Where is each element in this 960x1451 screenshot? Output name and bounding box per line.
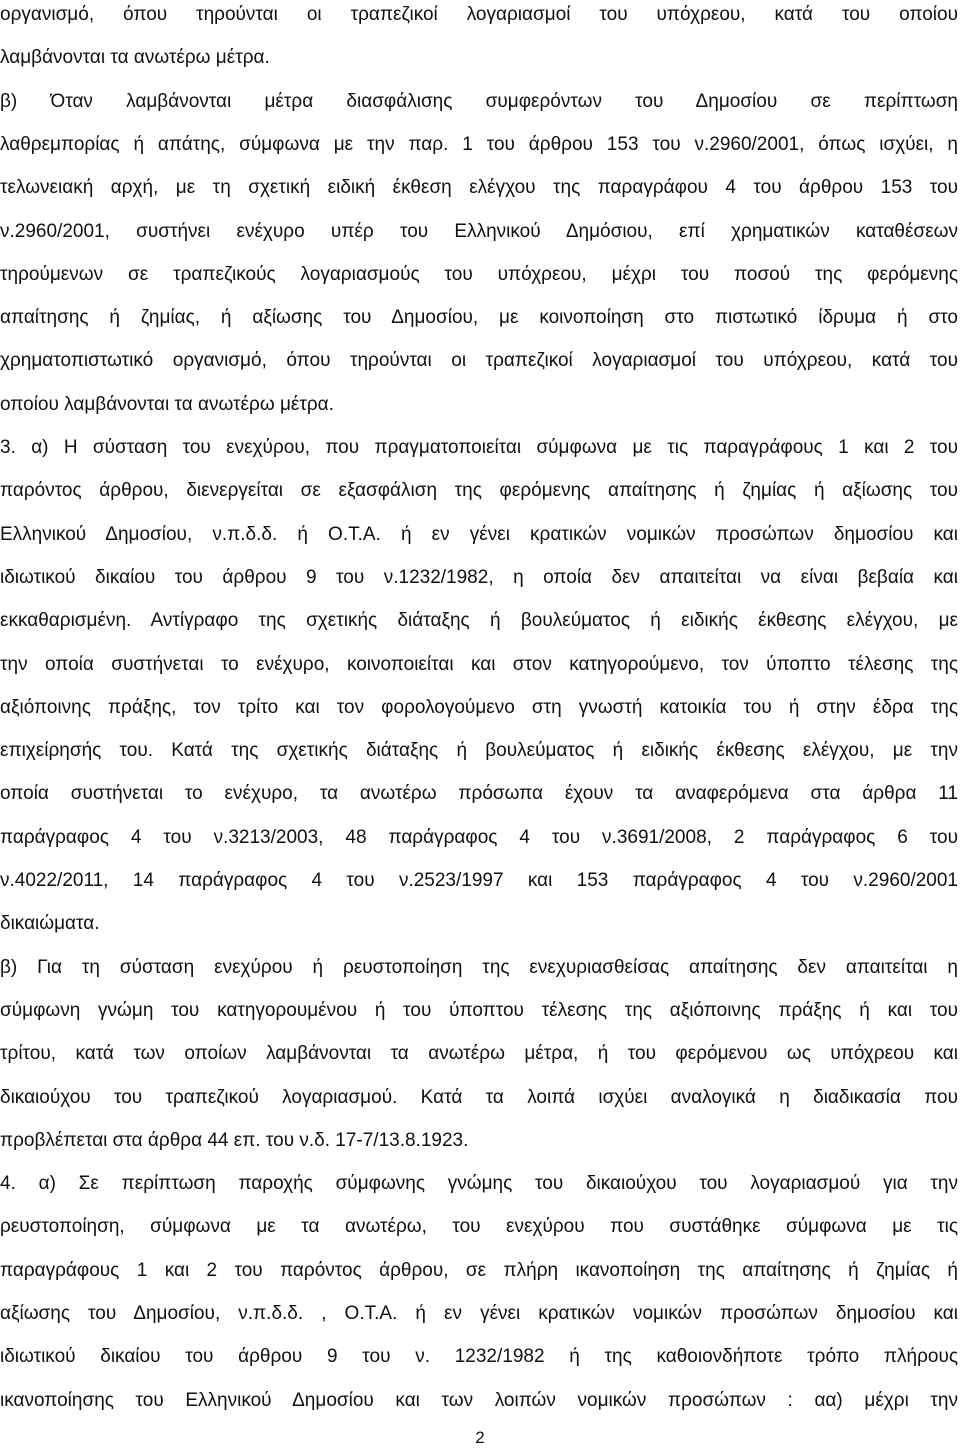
text-line: απαίτησης ή ζημίας, ή αξίωσης του Δημοσίου, με κοινοποίηση στο πιστωτικό ίδρυμα ή στο (0, 307, 958, 329)
text-line: ρευστοποίηση, σύμφωνα με τα ανωτέρω, του ενεχύρου που συστάθηκε σύμφωνα με τις (0, 1216, 958, 1238)
text-line: οργανισμό, όπου τηρούνται οι τραπεζικοί λογαριασμοί του υπόχρεου, κατά του οποίου (0, 4, 958, 25)
text-line: οποίου λαμβάνονται τα ανωτέρω μέτρα. (0, 393, 334, 415)
text-line: αξιόποινης πράξης, τον τρίτο και τον φορολογούμενο στη γνωστή κατοικία του ή στην έδρα της (0, 696, 958, 718)
text-line: ιδιωτικού δικαίου του άρθρου 9 του ν.1232/1982, η οποία δεν απαιτείται να είναι βεβαία και (0, 566, 958, 588)
text-line: επιχείρησής του. Κατά της σχετικής διάταξης ή βουλεύματος ή ειδικής έκθεσης ελέγχου, με την (0, 740, 958, 762)
text-line: ν.4022/2011, 14 παράγραφος 4 του ν.2523/1997 και 153 παράγραφος 4 του ν.2960/2001 (0, 870, 958, 891)
text-line: 4. α) Σε περίπτωση παροχής σύμφωνης γνώμης του δικαιούχου του λογαριασμού για την (0, 1173, 958, 1195)
text-line: σύμφωνη γνώμη του κατηγορουμένου ή του ύποπτου τέλεσης της αξιόποινης πράξης ή και του (0, 999, 958, 1021)
text-line: δικαιούχου του τραπεζικού λογαριασμού. Κατά τα λοιπά ισχύει αναλογικά η διαδικασία που (0, 1086, 958, 1108)
text-line: τηρούμενων σε τραπεζικούς λογαριασμούς του υπόχρεου, μέχρι του ποσού της φερόμενης (0, 263, 958, 285)
text-line: τελωνειακή αρχή, με τη σχετική ειδική έκθεση ελέγχου της παραγράφου 4 του άρθρου 153 του (0, 177, 958, 199)
text-line: εκκαθαρισμένη. Αντίγραφο της σχετικής διάταξης ή βουλεύματος ή ειδικής έκθεσης ελέγχου, με (0, 610, 958, 632)
text-line: ν.2960/2001, συστήνει ενέχυρο υπέρ του Ελληνικού Δημόσιου, επί χρηματικών καταθέσεων (0, 220, 958, 242)
text-line: λαθρεμπορίας ή απάτης, σύμφωνα με την παρ. 1 του άρθρου 153 του ν.2960/2001, όπως ισχύει, η (0, 133, 958, 155)
text-line: παραγράφους 1 και 2 του παρόντος άρθρου, σε πλήρη ικανοποίηση της απαίτησης ή ζημίας ή (0, 1259, 958, 1281)
text-line: β) Όταν λαμβάνονται μέτρα διασφάλισης συμφερόντων του Δημοσίου σε περίπτωση (0, 90, 958, 112)
text-line: β) Για τη σύσταση ενεχύρου ή ρευστοποίηση της ενεχυριασθείσας απαίτησης δεν απαιτείται η (0, 956, 958, 978)
page-number: 2 (475, 1428, 485, 1447)
text-line: αξίωσης του Δημοσίου, ν.π.δ.δ. , Ο.Τ.Α. ή εν γένει κρατικών νομικών προσώπων δημοσίου και (0, 1303, 958, 1324)
text-line: δικαιώματα. (0, 913, 100, 935)
text-line: παρόντος άρθρου, διενεργείται σε εξασφάλιση της φερόμενης απαίτησης ή ζημίας ή αξίωσης του (0, 480, 958, 502)
text-line: χρηματοπιστωτικό οργανισμό, όπου τηρούνται οι τραπεζικοί λογαριασμοί του υπόχρεου, κατά του (0, 350, 958, 372)
text-line: παράγραφος 4 του ν.3213/2003, 48 παράγραφος 4 του ν.3691/2008, 2 παράγραφος 6 του (0, 826, 958, 848)
text-line: οποία συστήνεται το ενέχυρο, τα ανωτέρω πρόσωπα έχουν τα αναφερόμενα στα άρθρα 11 (0, 783, 958, 805)
text-line: 3. α) Η σύσταση του ενεχύρου, που πραγματοποιείται σύμφωνα με τις παραγράφους 1 και 2 του (0, 437, 958, 458)
text-line: λαμβάνονται τα ανωτέρω μέτρα. (0, 47, 270, 69)
text-line: Ελληνικού Δημοσίου, ν.π.δ.δ. ή Ο.Τ.Α. ή εν γένει κρατικών νομικών προσώπων δημοσίου και (0, 523, 958, 545)
text-line: ικανοποίησης του Ελληνικού Δημοσίου και των λοιπών νομικών προσώπων : αα) μέχρι την (0, 1389, 958, 1411)
text-line: τρίτου, κατά των οποίων λαμβάνονται τα ανωτέρω μέτρα, ή του φερόμενου ως υπόχρεου και (0, 1043, 958, 1065)
text-line: ιδιωτικού δικαίου του άρθρου 9 του ν. 1232/1982 ή της καθοιονδήποτε τρόπο πλήρους (0, 1346, 958, 1368)
text-line: την οποία συστήνεται το ενέχυρο, κοινοποιείται και στον κατηγορούμενο, τον ύποπτο τέλεσης της (0, 653, 958, 675)
text-line: προβλέπεται στα άρθρα 44 επ. του ν.δ. 17-7/13.8.1923. (0, 1129, 469, 1151)
